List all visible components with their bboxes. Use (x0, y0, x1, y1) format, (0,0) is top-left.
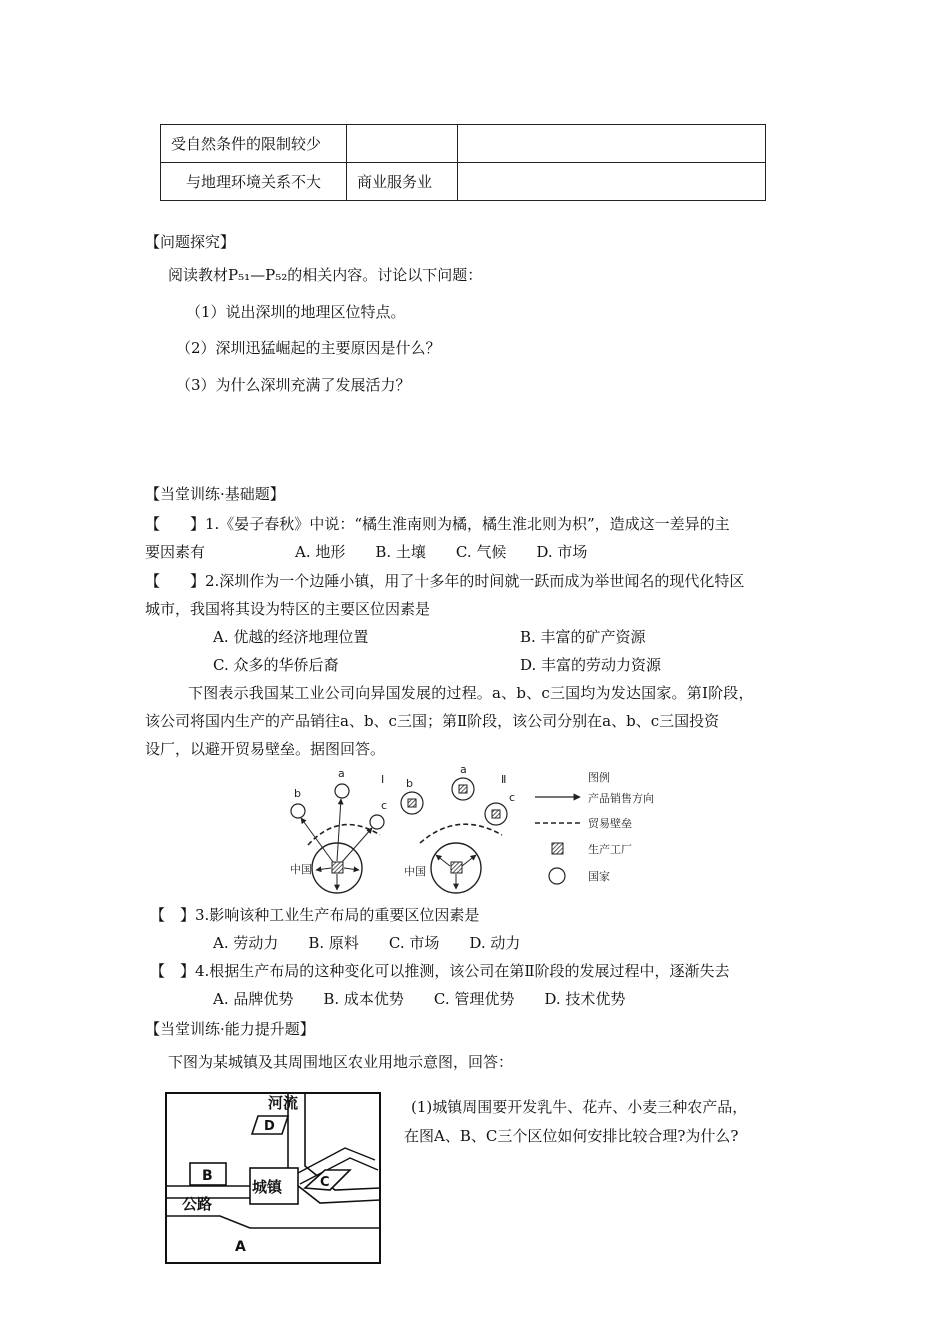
table-cell: 与地理环境关系不大 (161, 163, 347, 201)
sales-arrow (462, 855, 476, 866)
sales-arrow (337, 799, 341, 861)
development-diagram (280, 765, 680, 900)
country-a-label: a (338, 767, 345, 780)
inquiry-question-2: （2）深圳迅猛崛起的主要原因是什么？ (176, 339, 441, 357)
factory-abroad-a (452, 778, 474, 800)
question-2-option-d: D. 丰富的劳动力资源 (520, 656, 662, 674)
inquiry-question-3: （3）为什么深圳充满了发展活力？ (176, 376, 411, 394)
inquiry-question-1: （1）说出深圳的地理区位特点。 (186, 303, 406, 321)
inquiry-heading: 【问题探究】 (145, 233, 236, 251)
zone-a-label: A (235, 1239, 246, 1255)
table-row (161, 163, 766, 201)
legend-factory-label: 生产工厂 (588, 843, 632, 856)
sales-arrow (344, 868, 359, 870)
legend-country-label: 国家 (588, 870, 610, 883)
china-label: 中国 (404, 865, 426, 878)
passage-line-2: 该公司将国内生产的产品销往a、b、c三国；第Ⅱ阶段，该公司分别在a、b、c三国投资 (145, 712, 720, 730)
country-b-label: b (406, 777, 413, 790)
question-2-line-1: 【 】2.深圳作为一个边陲小镇，用了十多年的时间就一跃而成为举世闻名的现代化特区 (145, 572, 745, 590)
sales-arrow (316, 868, 331, 870)
legend-factory-icon (552, 843, 563, 854)
stage-2-label: Ⅱ (501, 773, 507, 786)
legend-arrow-label: 产品销售方向 (588, 792, 654, 805)
question-1-line-1: 【 】1.《晏子春秋》中说：“橘生淮南则为橘，橘生淮北则为枳”，造成这一差异的主 (145, 515, 730, 533)
river-label: 河流 (268, 1094, 299, 1112)
ability-intro: 下图为某城镇及其周围地区农业用地示意图，回答： (168, 1053, 514, 1071)
town-land-use-map (160, 1088, 385, 1268)
country-b-label: b (294, 787, 301, 800)
china-label: 中国 (290, 863, 312, 876)
stage-1-label: Ⅰ (381, 773, 385, 786)
question-3-line-1: 【 】3.影响该种工业生产布局的重要区位因素是 (150, 906, 480, 924)
passage-line-3: 设厂，以避开贸易壁垒。据图回答。 (145, 740, 386, 758)
legend-barrier-label: 贸易壁垒 (588, 817, 632, 830)
zone-d-label: D (264, 1119, 275, 1134)
comparison-table (160, 124, 766, 201)
sales-arrow (301, 818, 333, 862)
table-cell: 商业服务业 (347, 163, 458, 201)
question-2-option-c: C. 众多的华侨后裔 (213, 656, 339, 674)
road-label: 公路 (182, 1195, 213, 1213)
question-3-options: A. 劳动力 B. 原料 C. 市场 D. 动力 (213, 934, 521, 952)
table-row (161, 125, 766, 163)
question-2-option-a: A. 优越的经济地理位置 (213, 628, 369, 646)
ability-question-1-line-2: 在图A、B、C三个区位如何安排比较合理?为什么? (404, 1127, 739, 1145)
table-cell (347, 125, 458, 163)
question-1-line-2: 要因素有 A. 地形 B. 土壤 C. 气候 D. 市场 (145, 543, 588, 561)
table-cell: 受自然条件的限制较少 (161, 125, 347, 163)
sales-arrow (436, 855, 450, 866)
country-a-label: a (460, 765, 467, 776)
zone-b-label: B (202, 1168, 213, 1184)
ability-question-1-line-1: (1)城镇周围要开发乳牛、花卉、小麦三种农产品， (411, 1098, 748, 1116)
legend-title: 图例 (588, 771, 610, 784)
table-cell (458, 163, 766, 201)
question-2-line-2: 城市，我国将其设为特区的主要区位因素是 (145, 600, 431, 618)
factory-abroad-b (401, 792, 423, 814)
passage-line-1: 下图表示我国某工业公司向异国发展的过程。a、b、c三国均为发达国家。第Ⅰ阶段， (188, 684, 754, 702)
country-c-label: c (509, 791, 516, 804)
factory-icon (332, 862, 343, 873)
ability-heading: 【当堂训练·能力提升题】 (145, 1020, 315, 1038)
factory-abroad-c (485, 803, 507, 825)
country-c-label: c (381, 799, 388, 812)
question-2-option-b: B. 丰富的矿产资源 (520, 628, 646, 646)
country-c-circle (370, 815, 384, 829)
basic-heading: 【当堂训练·基础题】 (145, 485, 285, 503)
table-cell (458, 125, 766, 163)
question-4-options: A. 品牌优势 B. 成本优势 C. 管理优势 D. 技术优势 (213, 990, 626, 1008)
question-4-line-1: 【 】4.根据生产布局的这种变化可以推测，该公司在第Ⅱ阶段的发展过程中，逐渐失去 (150, 962, 730, 980)
town-label: 城镇 (252, 1178, 283, 1196)
trade-barrier-line (420, 824, 502, 843)
zone-c-label: C (320, 1175, 330, 1190)
inquiry-intro: 阅读教材P₅₁—P₅₂的相关内容。讨论以下问题： (168, 266, 483, 284)
country-a-circle (335, 784, 349, 798)
factory-icon (451, 862, 462, 873)
legend-country-icon (549, 868, 565, 884)
country-b-circle (291, 804, 305, 818)
